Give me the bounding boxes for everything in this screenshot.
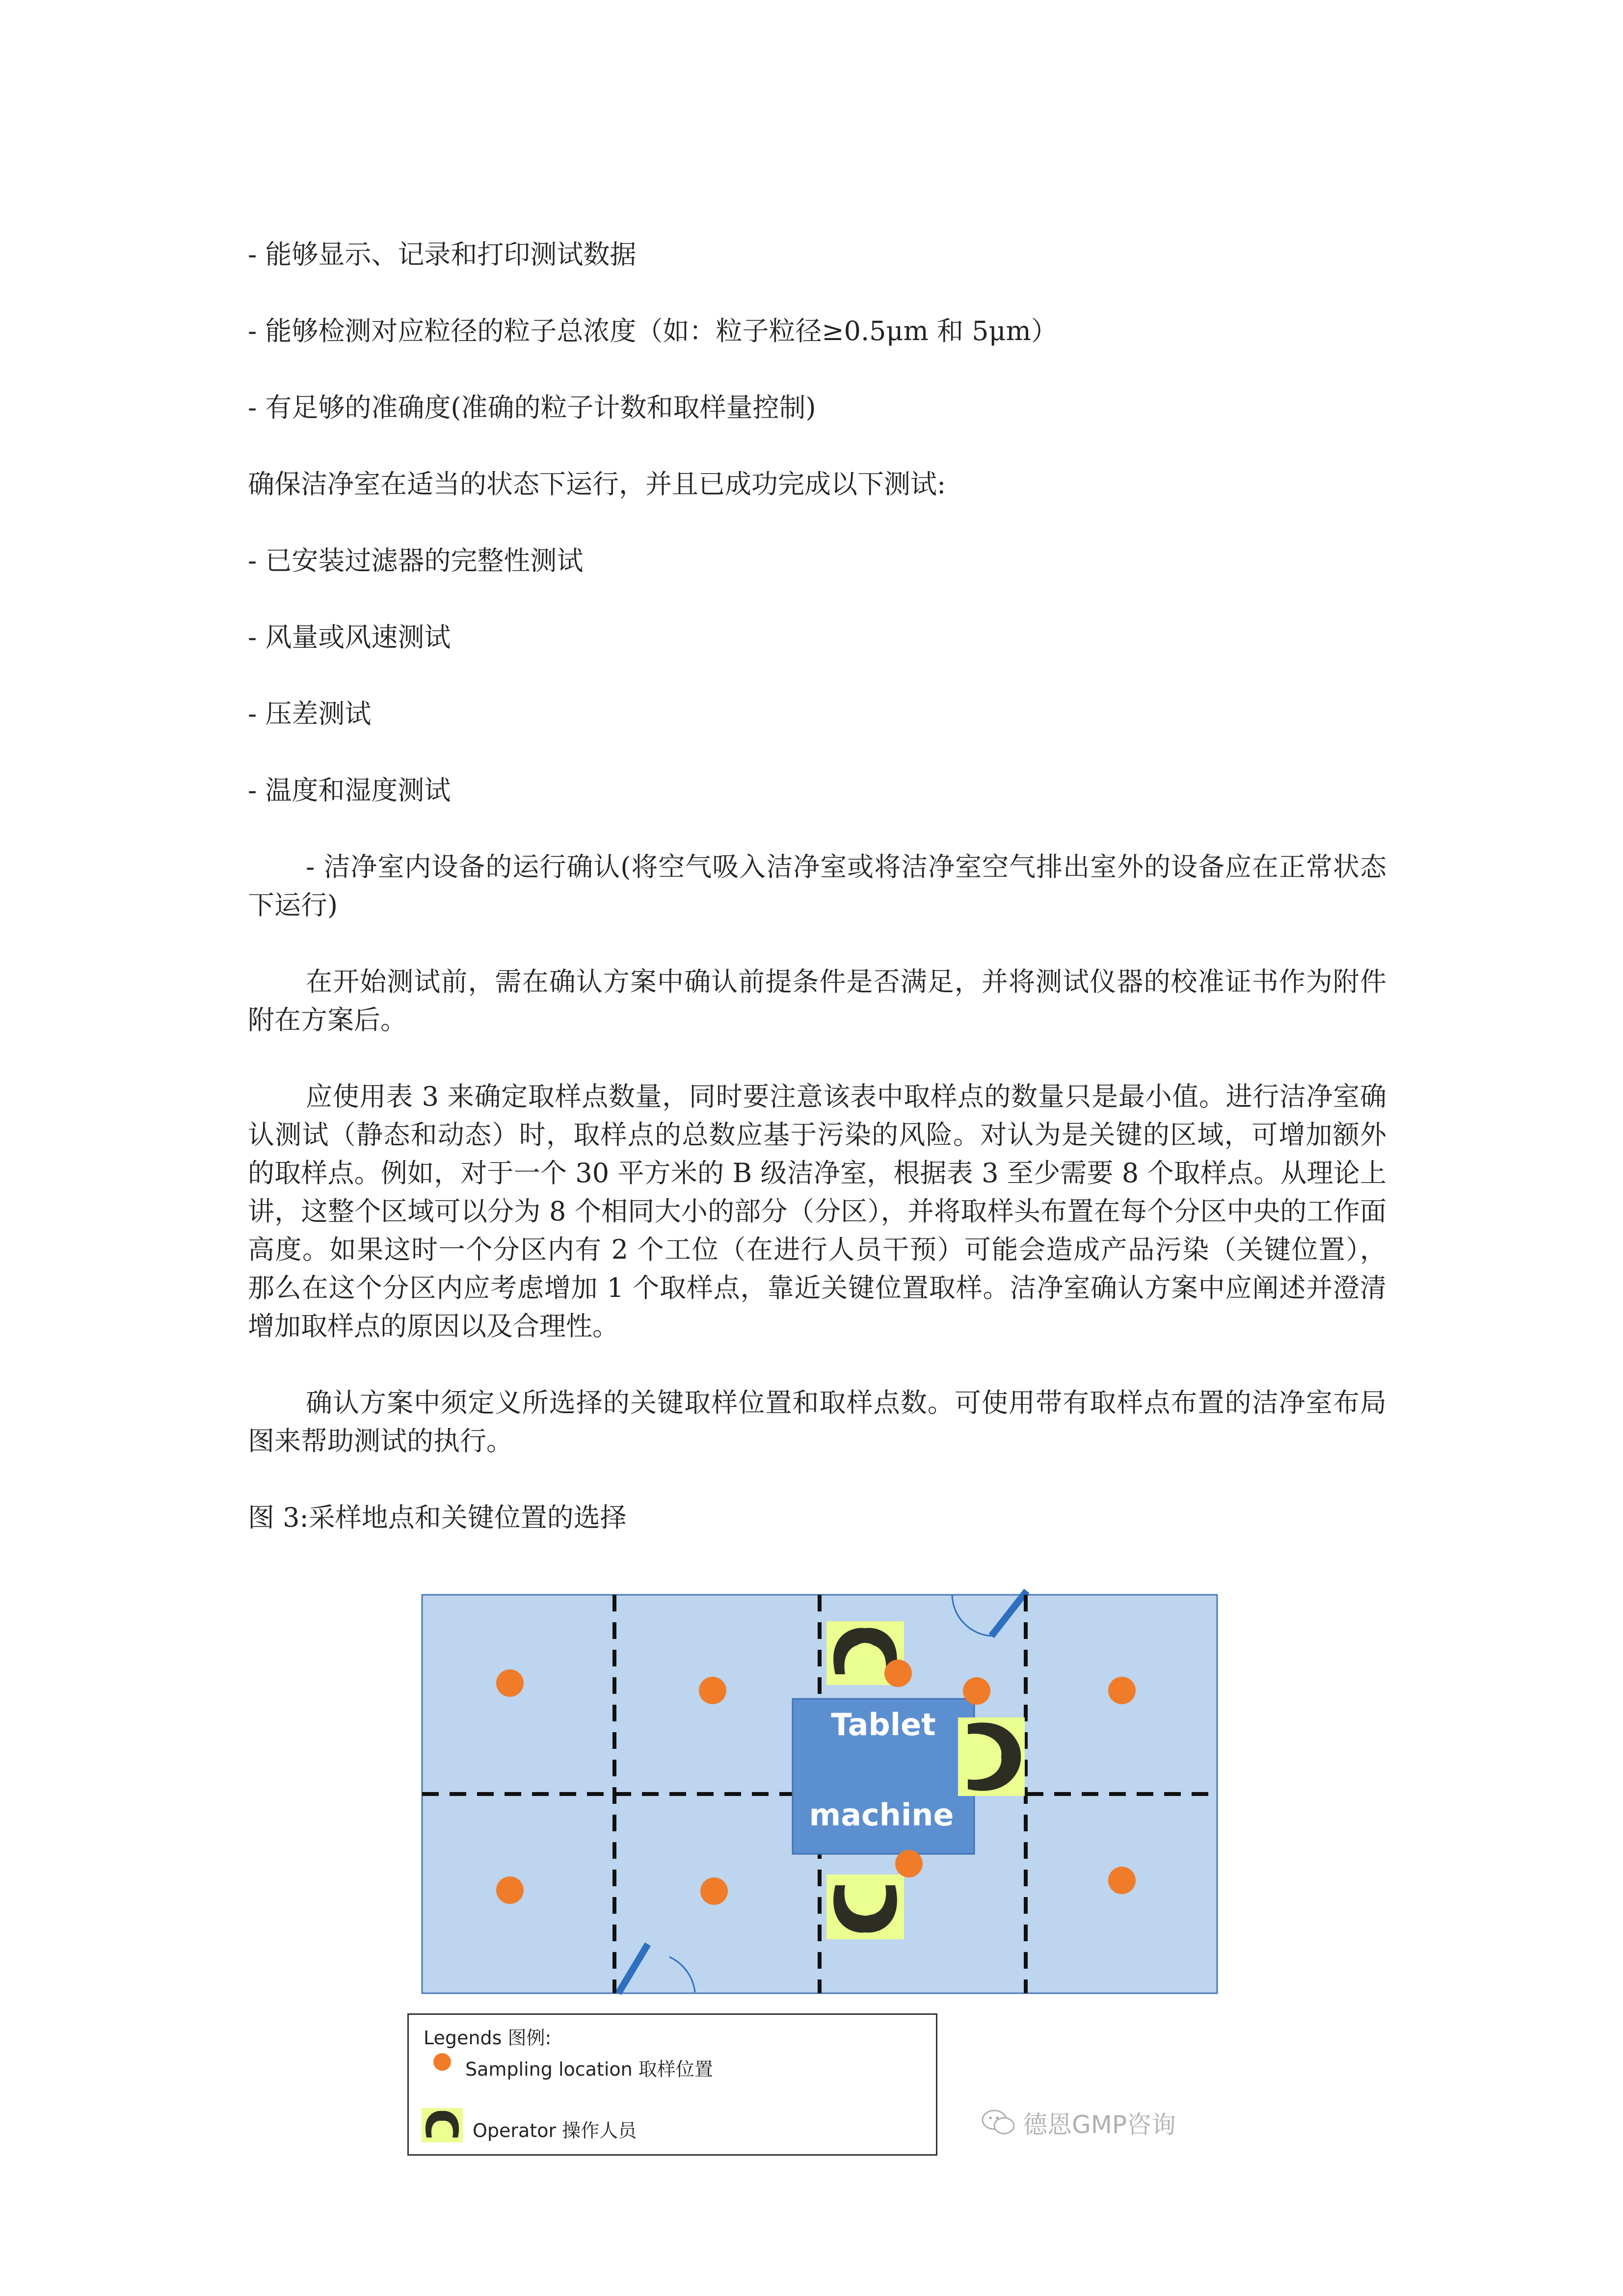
sampling-point: [895, 1850, 923, 1877]
figure-legend: [407, 2013, 937, 2156]
sampling-point: [700, 1877, 728, 1905]
sampling-point: [496, 1669, 524, 1697]
sampling-point: [963, 1677, 990, 1705]
para-layout: 确认方案中须定义所选择的关键取样位置和取样点数。可使用带有取样点布置的洁净室布局图来帮助测试的执行。: [248, 1387, 1386, 1456]
operator-bottom: [826, 1874, 904, 1939]
bullet-pressure: - 压差测试: [248, 698, 372, 729]
operator-right: [958, 1717, 1025, 1796]
machine-label-tablet: Tablet: [831, 1707, 936, 1742]
para-equipment: - 洁净室内设备的运行确认(将空气吸入洁净室或将洁净室空气排出室外的设备应在正常状态下运行): [248, 851, 1386, 921]
cleanroom-layout-figure: [407, 1580, 1222, 2002]
sampling-point: [496, 1876, 524, 1904]
figure-caption: 图 3:采样地点和关键位置的选择: [248, 1502, 627, 1533]
machine-label-machine: machine: [809, 1797, 954, 1833]
bullet-particle-concentration: - 能够检测对应粒径的粒子总浓度（如：粒子粒径≥0.5μm 和 5μm）: [248, 316, 1058, 346]
bullet-temp-humidity: - 温度和湿度测试: [248, 775, 451, 806]
legend-operator-label: Operator 操作人员: [473, 2120, 637, 2141]
bullet-filter-integrity: - 已安装过滤器的完整性测试: [248, 545, 584, 576]
watermark: [982, 2105, 1176, 2140]
wechat-icon: [982, 2109, 1016, 2137]
sampling-point: [1108, 1677, 1136, 1704]
para-table3: 应使用表 3 来确定取样点数量，同时要注意该表中取样点的数量只是最小值。进行洁净室确认测试（静态和动态）时，取样点的总数应基于污染的风险。对认为是关键的区域，可增加额外的取样点。例如，对于一个 30 平方米的 B 级洁净室，根据表 3 至少需要 8 个取样点。从理论上讲，这整个区域可以分为 8 个相同大小的部分（分区），并将取样头布置在每个分区中央的工作面高度。如果这时一个分区内有 2 个工位（在进行人员干预）可能会造成产品污染（关键位置）， 那么在这个分区内应考虑增加 1 个取样点，靠近关键位置取样。洁净室确认方案中应阐述并澄清增加取样点的原因以及合理性。: [248, 1081, 1386, 1342]
para-precondition: 在开始测试前，需在确认方案中确认前提条件是否满足，并将测试仪器的校准证书作为附件附在方案后。: [248, 966, 1386, 1035]
sampling-point: [699, 1677, 726, 1704]
tests-intro: 确保洁净室在适当的状态下运行，并且已成功完成以下测试:: [248, 469, 946, 500]
legend-sampling-label: Sampling location 取样位置: [465, 2058, 713, 2080]
watermark-text: 德恩GMP咨询: [1023, 2111, 1176, 2139]
bullet-display-record-print: - 能够显示、记录和打印测试数据: [248, 239, 637, 270]
sampling-point: [884, 1660, 912, 1687]
bullet-airflow: - 风量或风速测试: [248, 622, 451, 653]
operator-icon: [422, 2108, 463, 2142]
bullet-accuracy: - 有足够的准确度(准确的粒子计数和取样量控制): [248, 392, 816, 423]
sampling-point: [1108, 1867, 1136, 1894]
legend-title: Legends 图例:: [424, 2027, 552, 2049]
sampling-location-icon: [433, 2053, 451, 2071]
